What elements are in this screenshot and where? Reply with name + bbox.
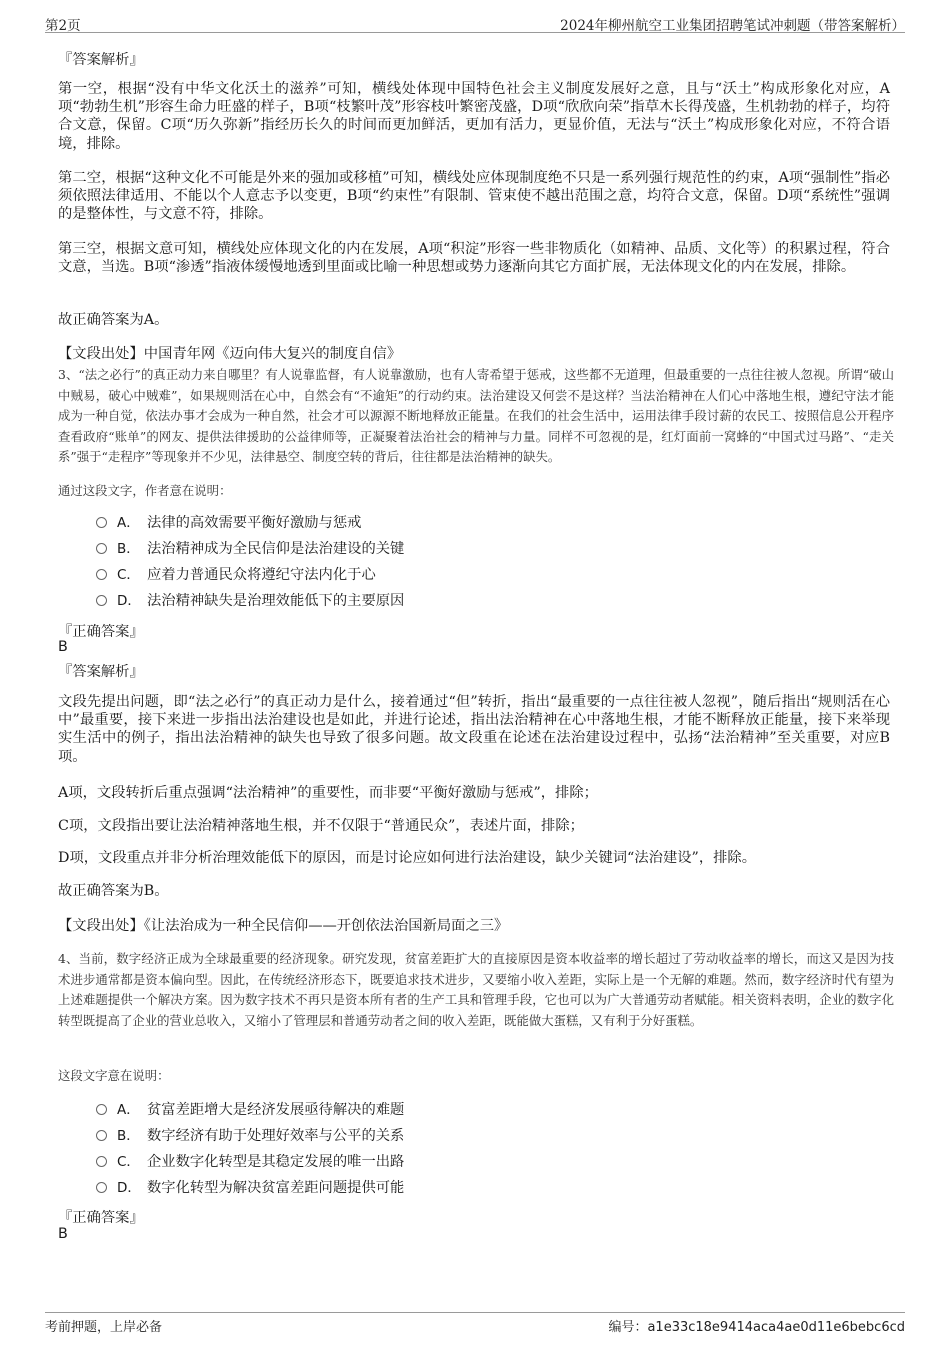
- q3-correct-label: 『正确答案』: [58, 624, 144, 640]
- page-number: 第2页: [45, 18, 81, 34]
- footer-slogan: 考前押题，上岸必备: [45, 1320, 163, 1335]
- q3-source: 【文段出处】《让法治成为一种全民信仰——开创依法治国新局面之三》: [58, 918, 509, 934]
- q4-correct-answer: B: [58, 1226, 68, 1242]
- q4-option-d[interactable]: D． 数字化转型为解决贫富差距问题提供可能: [96, 1178, 404, 1198]
- q3-analysis-p1: 文段先提出问题，即“法之必行”的真正动力是什么，接着通过“但”转折，指出“最重要的一点往往被人忽视”，随后指出“规则活在心中”最重要，接下来进一步指出法治建设也是如此，并进行论述，指出法治精神在心中落地生根，才能不断释放正能量，接下来举现实生活中的例子，指出法治精神的缺失也导致了很多问题。故文段重在论述在法治建设过程中，弘扬“法治精神”至关重要，对应B项。: [58, 694, 890, 765]
- q3-option-b[interactable]: B． 法治精神成为全民信仰是法治建设的关键: [96, 539, 404, 559]
- radio-icon[interactable]: [96, 1182, 107, 1193]
- q3-analysis-label: 『答案解析』: [58, 664, 144, 680]
- q4-prompt: 这段文字意在说明：: [58, 1068, 170, 1083]
- radio-icon[interactable]: [96, 595, 107, 606]
- radio-icon[interactable]: [96, 569, 107, 580]
- q4-passage: 4、当前，数字经济正成为全球最重要的经济现象。研究发现，贫富差距扩大的直接原因是资本收益率的增长超过了劳动收益率的增长，而这又是因为技术进步通常都是资本偏向型。因此，在传统经济形态下，既要追求技术进步，又要缩小收入差距，实际上是一个无解的难题。然而，数字经济时代有望为上述难题提供一个解决方案。因为数字技术不再只是资本所有者的生产工具和管理手段，它也可以为广大普通劳动者赋能。相关资料表明，企业的数字化转型既提高了企业的营业总收入，又缩小了管理层和普通劳动者之间的收入差距，既能做大蛋糕，又有利于分好蛋糕。: [58, 951, 894, 1028]
- q2-analysis-p3: 第三空，根据文意可知，横线处应体现文化的内在发展，A项“积淀”形容一些非物质化（如精神、品质、文化等）的积累过程，符合文意，当选。B项“渗透”指液体缓慢地透到里面或比喻一种思想或势力逐渐向其它方面扩展，无法体现文化的内在发展，排除。: [58, 241, 890, 276]
- q4-option-a[interactable]: A． 贫富差距增大是经济发展亟待解决的难题: [96, 1100, 404, 1120]
- q3-option-c[interactable]: C． 应着力普通民众将遵纪守法内化于心: [96, 565, 376, 585]
- q3-passage: 3、“法之必行”的真正动力来自哪里？有人说靠监督，有人说靠激励，也有人寄希望于惩戒，这些都不无道理，但最重要的一点往往被人忽视。所谓“破山中贼易，破心中贼难”，如果规则活在心中，自然会有“不逾矩”的行动约束。法治建设又何尝不是这样？当法治精神在人们心中落地生根，遵纪守法才能成为一种自觉，依法办事才会成为一种自然，社会才可以源源不断地释放正能量。在我们的社会生活中，运用法律手段讨薪的农民工、按照信息公开程序查看政府“账单”的网友、提供法律援助的公益律师等，正凝聚着法治社会的精神与力量。同样不可忽视的是，红灯面前一窝蜂的“中国式过马路”、“走关系”强于“走程序”等现象并不少见，法律悬空、制度空转的背后，往往都是法治精神的缺失。: [58, 367, 894, 464]
- radio-icon[interactable]: [96, 1156, 107, 1167]
- radio-icon[interactable]: [96, 543, 107, 554]
- q3-analysis-p2: A项，文段转折后重点强调“法治精神”的重要性，而非要“平衡好激励与惩戒”，排除；: [58, 785, 598, 801]
- q3-analysis-p4: D项，文段重点并非分析治理效能低下的原因，而是讨论应如何进行法治建设，缺少关键词“法治建设”，排除。: [58, 850, 757, 866]
- radio-icon[interactable]: [96, 517, 107, 528]
- radio-icon[interactable]: [96, 1104, 107, 1115]
- q4-option-b[interactable]: B． 数字经济有助于处理好效率与公平的关系: [96, 1126, 404, 1146]
- document-code: 编号：a1e33c18e9414aca4ae0d11e6bebc6cd: [608, 1320, 905, 1335]
- q2-analysis-label: 『答案解析』: [58, 52, 144, 68]
- q2-conclusion: 故正确答案为A。: [58, 312, 169, 328]
- q2-analysis-p1: 第一空，根据“没有中华文化沃土的滋养”可知，横线处体现中国特色社会主义制度发展好之意，且与“沃土”构成形象化对应，A项“勃勃生机”形容生命力旺盛的样子，B项“枝繁叶茂”形容枝叶繁密茂盛，D项“欣欣向荣”指草木长得茂盛，生机勃勃的样子，均符合文意，保留。C项“历久弥新”指经历长久的时间而更加鲜活，更加有活力，更显价值，无法与“沃土”构成形象化对应，不符合语境，排除。: [58, 81, 890, 152]
- page-header: [45, 12, 905, 33]
- q3-analysis-p3: C项，文段指出要让法治精神落地生根，并不仅限于“普通民众”，表述片面，排除；: [58, 818, 584, 834]
- q3-option-a[interactable]: A． 法律的高效需要平衡好激励与惩戒: [96, 513, 361, 533]
- radio-icon[interactable]: [96, 1130, 107, 1141]
- q3-prompt: 通过这段文字，作者意在说明：: [58, 483, 232, 498]
- q4-option-c[interactable]: C． 企业数字化转型是其稳定发展的唯一出路: [96, 1152, 404, 1172]
- page-footer: [45, 1312, 905, 1337]
- q3-option-d[interactable]: D． 法治精神缺失是治理效能低下的主要原因: [96, 591, 404, 611]
- document-title: 2024年柳州航空工业集团招聘笔试冲刺题（带答案解析）: [560, 18, 905, 34]
- q3-conclusion: 故正确答案为B。: [58, 883, 169, 899]
- q2-analysis-p2: 第二空，根据“这种文化不可能是外来的强加或移植”可知，横线处应体现制度绝不只是一系列强行规范性的约束，A项“强制性”指必须依照法律适用、不能以个人意志予以变更，B项“约束性”有限制、管束使不越出范围之意，均符合文意，保留。D项“系统性”强调的是整体性，与文意不符，排除。: [58, 170, 890, 223]
- q4-correct-label: 『正确答案』: [58, 1210, 144, 1226]
- q3-correct-answer: B: [58, 639, 68, 655]
- q2-source: 【文段出处】中国青年网《迈向伟大复兴的制度自信》: [58, 346, 402, 362]
